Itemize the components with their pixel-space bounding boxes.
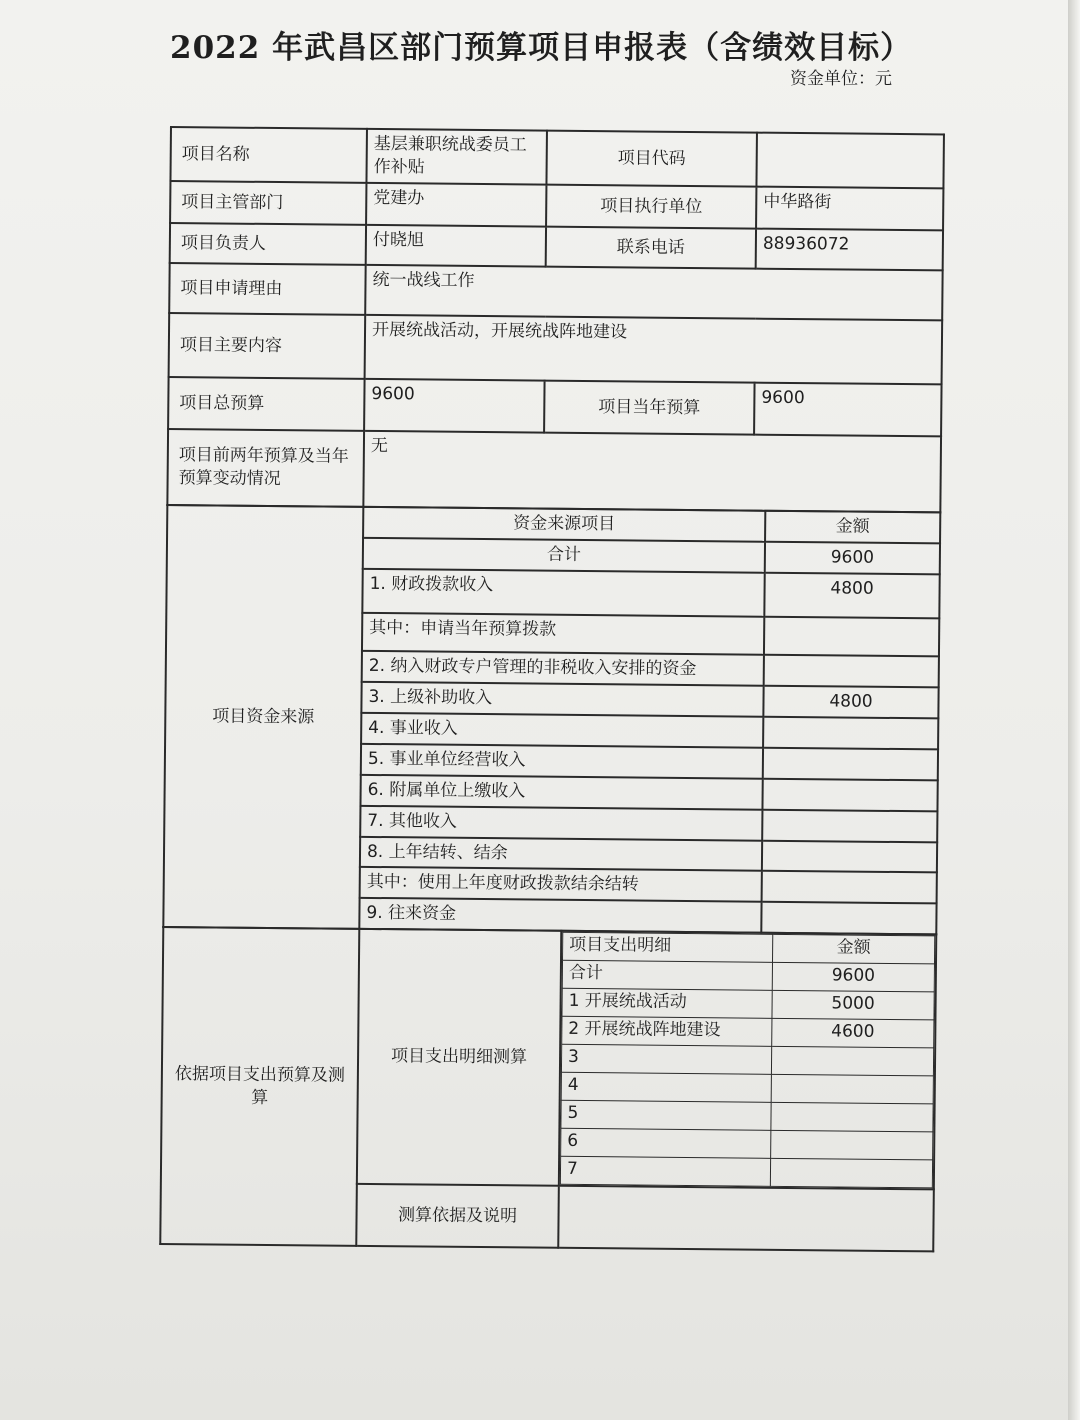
funding-amount-subsidy: 4800 (763, 686, 938, 719)
reason-label: 项目申请理由 (169, 263, 365, 315)
funding-amount-business (763, 716, 938, 749)
funding-row-business: 4. 事业收入 (361, 713, 763, 748)
executing-unit-label: 项目执行单位 (546, 185, 756, 229)
expense-table (159, 926, 937, 1252)
content-label: 项目主要内容 (169, 313, 366, 379)
funding-header-item: 资金来源项目 (363, 507, 765, 542)
reason-value: 统一战线工作 (365, 265, 942, 321)
total-budget-value: 9600 (364, 379, 544, 433)
expense-basis-label: 依据项目支出预算及测算 (160, 927, 359, 1246)
funding-row-fiscal: 1. 财政拨款收入 (362, 569, 764, 617)
expense-row-4: 4 (561, 1073, 771, 1103)
expense-amount-5 (771, 1103, 933, 1133)
calc-basis-value (558, 1186, 934, 1252)
funding-amount-fiscal: 4800 (764, 573, 939, 619)
department-label: 项目主管部门 (170, 181, 366, 225)
executing-unit-value: 中华路街 (756, 187, 943, 231)
expense-detail-header-item: 项目支出明细 (563, 933, 773, 963)
funding-amount-other (762, 809, 937, 842)
funding-row-transfer: 9. 往来资金 (359, 898, 761, 933)
funding-row-carryover: 8. 上年结转、结余 (360, 836, 762, 871)
current-year-budget-label: 项目当年预算 (544, 381, 754, 435)
funding-amount-affiliated (762, 778, 937, 811)
project-name-value: 基层兼职统战委员工作补贴 (366, 129, 547, 185)
funding-total-label: 合计 (363, 538, 765, 573)
funding-amount-applied (764, 617, 939, 657)
funding-amount-nontax (764, 655, 939, 688)
phone-label: 联系电话 (546, 227, 756, 269)
funding-source-table (162, 504, 941, 936)
funding-amount-carryover (762, 840, 937, 873)
basic-info-table (166, 126, 945, 513)
expense-amount-7 (770, 1159, 932, 1189)
funding-total-amount: 9600 (765, 542, 940, 575)
expense-row-1: 1 开展统战活动 (562, 989, 772, 1019)
project-code-value (756, 133, 944, 189)
expense-amount-3 (771, 1047, 933, 1077)
funding-row-affiliated: 6. 附属单位上缴收入 (360, 774, 762, 809)
expense-amount-1: 5000 (772, 991, 934, 1021)
funding-amount-transfer (761, 902, 936, 935)
calc-basis-label: 测算依据及说明 (356, 1184, 559, 1248)
expense-amount-6 (771, 1131, 933, 1161)
current-year-budget-value: 9600 (754, 383, 941, 437)
expense-detail-table (560, 932, 935, 1189)
expense-amount-4 (771, 1075, 933, 1105)
funding-row-nontax: 2. 纳入财政专户管理的非税收入安排的资金 (362, 651, 764, 686)
funding-source-label: 项目资金来源 (163, 505, 363, 929)
budget-change-value: 无 (363, 431, 941, 513)
manager-label: 项目负责人 (170, 223, 366, 265)
funding-amount-operating (763, 747, 938, 780)
page-title: 2022 年武昌区部门预算项目申报表（含绩效目标） (170, 30, 913, 66)
expense-detail-cell (559, 931, 936, 1190)
project-name-label: 项目名称 (170, 127, 367, 183)
department-value: 党建办 (366, 183, 546, 227)
budget-form (159, 126, 945, 1253)
total-budget-label: 项目总预算 (168, 377, 364, 431)
funding-row-carryover-fiscal: 其中：使用上年度财政拨款结余结转 (360, 867, 762, 902)
expense-total-amount: 9600 (772, 963, 934, 993)
expense-row-2: 2 开展统战阵地建设 (562, 1017, 772, 1047)
funding-amount-carryover-fiscal (762, 871, 937, 904)
content-value: 开展统战活动，开展统战阵地建设 (365, 315, 943, 385)
funding-row-applied: 其中：申请当年预算拨款 (362, 613, 764, 655)
funding-row-other: 7. 其他收入 (360, 805, 762, 840)
expense-detail-header-amount: 金额 (772, 935, 934, 965)
expense-amount-2: 4600 (772, 1019, 934, 1049)
funding-header-amount: 金额 (765, 511, 940, 544)
project-code-label: 项目代码 (546, 131, 757, 187)
manager-value: 付晓旭 (366, 225, 546, 267)
paper-edge (1068, 0, 1080, 1420)
expense-row-7: 7 (560, 1157, 770, 1187)
currency-unit: 资金单位：元 (790, 69, 892, 89)
expense-detail-calc-label: 项目支出明细测算 (357, 929, 561, 1186)
phone-value: 88936072 (756, 229, 943, 271)
budget-change-label: 项目前两年预算及当年预算变动情况 (167, 429, 364, 507)
expense-row-5: 5 (561, 1101, 771, 1131)
expense-total-label: 合计 (562, 961, 772, 991)
expense-row-3: 3 (561, 1045, 771, 1075)
funding-row-subsidy: 3. 上级补助收入 (361, 682, 763, 717)
expense-row-6: 6 (561, 1129, 771, 1159)
funding-row-operating: 5. 事业单位经营收入 (361, 744, 763, 779)
